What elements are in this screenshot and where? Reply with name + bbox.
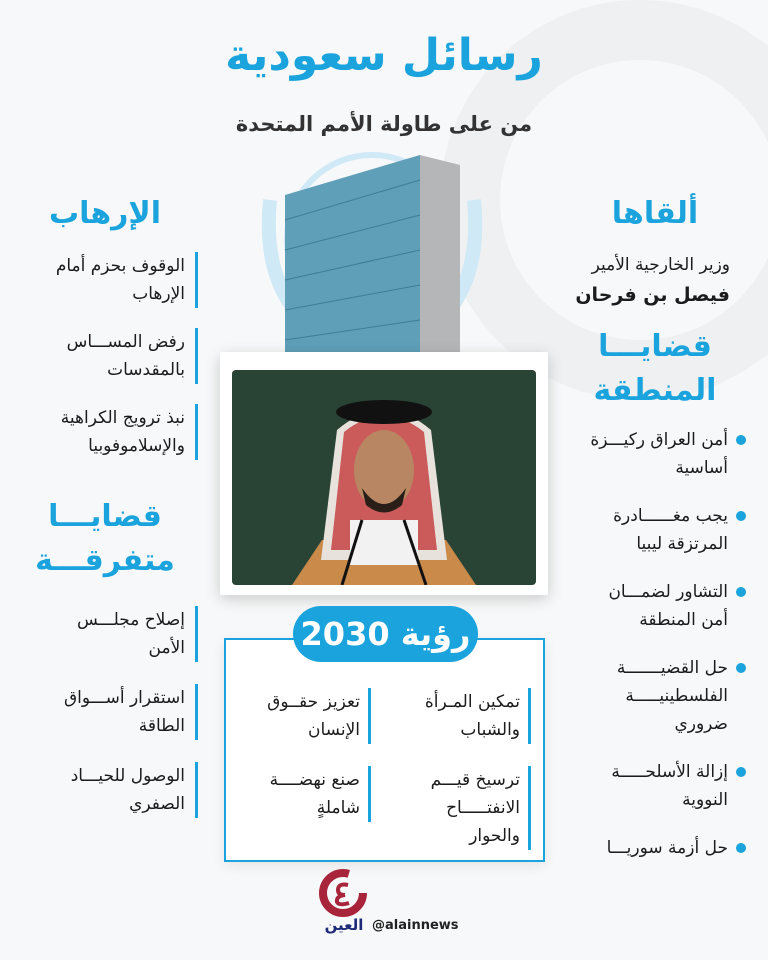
vision-item	[391, 688, 531, 744]
page-title: رسائل سعودية	[225, 30, 543, 81]
bullet-icon	[736, 767, 746, 777]
speaker-heading: ألقاها	[611, 196, 699, 231]
item-line: استقرار أســـواق	[63, 688, 185, 708]
page-subtitle: من على طاولة الأمم المتحدة	[235, 112, 533, 136]
item-line: شاملةٍ	[316, 798, 360, 818]
list-item	[20, 606, 198, 662]
item-line: رفض المســـاس	[66, 332, 185, 352]
item-line: إصلاح مجلـــس	[76, 610, 185, 630]
terrorism-heading: الإرهاب	[48, 196, 162, 231]
item-line: الفلسطينيـــــة	[625, 686, 728, 706]
vision-2030-title: رؤية 2030	[293, 606, 478, 662]
item-line: تمكين المـرأة	[424, 692, 520, 712]
list-item	[546, 834, 746, 862]
item-line: التشاور لضمـــان	[608, 582, 728, 602]
vision-item	[391, 766, 531, 850]
region-heading	[570, 325, 740, 413]
misc-heading-line2: متفرقـــة	[35, 543, 175, 578]
item-line: إزالة الأسلحـــــة	[611, 762, 728, 782]
item-line: يجب مغــــــادرة	[613, 506, 728, 526]
item-line: بالمقدسات	[107, 360, 185, 380]
item-line: حل القضيـــــــة	[616, 658, 728, 678]
item-line: ترسيخ قيـــم	[430, 770, 520, 790]
item-line: الطاقة	[138, 716, 185, 736]
list-item	[20, 328, 198, 384]
item-line: والحوار	[469, 826, 520, 846]
item-line: ضروري	[674, 714, 728, 734]
region-list	[546, 426, 746, 862]
list-item	[20, 252, 198, 308]
region-heading-line1: قضايـــا	[598, 329, 712, 364]
list-item	[20, 684, 198, 740]
item-line: أساسية	[675, 458, 728, 478]
item-line: والشباب	[460, 720, 520, 740]
item-line: الوصول للحيـــاد	[70, 766, 185, 786]
list-item	[546, 578, 746, 634]
item-line: الصفري	[129, 794, 185, 814]
speaker-photo-card	[220, 352, 548, 595]
misc-heading-line1: قضايـــا	[48, 499, 162, 534]
vision-item	[231, 688, 371, 744]
item-line: الوقوف بحزم أمام	[55, 256, 185, 276]
region-heading-line2: المنطقة	[593, 373, 717, 408]
speaker-name: فيصل بن فرحان	[575, 284, 730, 306]
social-handle: @alainnews	[372, 918, 459, 933]
item-line: نبذ ترويج الكراهية	[60, 408, 185, 428]
item-line: أمن المنطقة	[639, 610, 728, 630]
item-line: النووية	[682, 790, 728, 810]
bullet-icon	[736, 843, 746, 853]
alain-logo-icon	[318, 868, 368, 918]
speaker-info	[575, 250, 730, 310]
item-line: حل أزمة سوريـــا	[606, 838, 728, 858]
logo-text: العين	[324, 916, 364, 934]
bullet-icon	[736, 663, 746, 673]
misc-list	[20, 606, 198, 818]
list-item	[546, 654, 746, 738]
item-line: الأمن	[148, 638, 185, 658]
list-item	[20, 762, 198, 818]
item-line: أمن العراق ركيـــزة	[590, 430, 728, 450]
item-line: الإرهاب	[132, 284, 185, 304]
list-item	[546, 426, 746, 482]
item-line: والإسلاموفوبيا	[88, 436, 185, 456]
misc-heading	[20, 495, 190, 583]
item-line: الإنسان	[308, 720, 360, 740]
speaker-photo	[232, 370, 536, 585]
bullet-icon	[736, 435, 746, 445]
item-line: المرتزقة ليبيا	[636, 534, 728, 554]
vision-item	[231, 766, 371, 822]
list-item	[546, 502, 746, 558]
item-line: صنع نهضــــة	[269, 770, 360, 790]
speaker-role: وزير الخارجية الأمير	[591, 255, 730, 275]
bullet-icon	[736, 587, 746, 597]
list-item	[20, 404, 198, 460]
vision-items	[231, 688, 531, 850]
vision-2030-box	[224, 638, 545, 862]
bullet-icon	[736, 511, 746, 521]
list-item	[546, 758, 746, 814]
item-line: تعزيز حقــوق	[267, 692, 360, 712]
item-line: الانفتـــــاح	[446, 798, 520, 818]
terrorism-list	[20, 252, 198, 460]
